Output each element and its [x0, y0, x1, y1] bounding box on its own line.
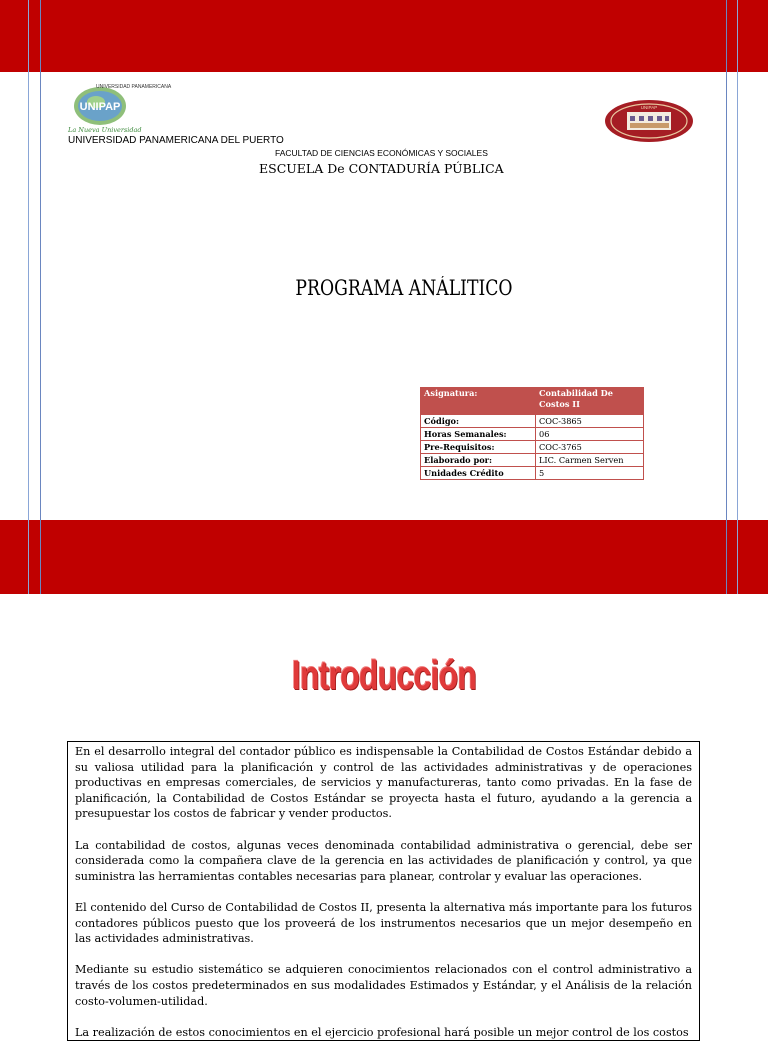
row-value: 5	[536, 467, 644, 480]
intro-paragraph: Mediante su estudio sistemático se adquieren conocimientos relacionados con el control administrativo a través de los costos predeterminados en sus modalidades Estimados y Estándar, y el Análisis de la relación costo-volumen-utilidad.	[75, 963, 692, 1008]
row-label: Código:	[421, 415, 536, 428]
row-label: Horas Semanales:	[421, 428, 536, 441]
table-row	[421, 441, 644, 454]
intro-paragraph: En el desarrollo integral del contador público es indispensable la Contabilidad de Costos Estándar debido a su valiosa utilidad para la planificación y control de las actividades administrativas y de operaciones productivas en empresas comerciales, de servicios y manufactureras, tanto como privadas. En la fase de planificación, la Contabilidad de Costos Estándar se proyecta hasta el futuro, ayudando a la gerencia a presupuestar los costos de fabricar y vender productos.	[75, 745, 692, 821]
school-name: ESCUELA De CONTADURÍA PÚBLICA	[259, 161, 504, 176]
intro-heading: Introducción	[291, 652, 477, 698]
intro-paragraph: La realización de estos conocimientos en el ejercicio profesional hará posible un mejor control de los costos	[75, 1025, 689, 1039]
intro-text-box	[67, 741, 700, 1041]
table-row	[421, 388, 644, 415]
row-label: Elaborado por:	[421, 454, 536, 467]
intro-paragraph: La contabilidad de costos, algunas veces denominada contabilidad administrativa o gerencial, debe ser considerada como la compañera clave de la gerencia en las actividades de planificación y control, ya que suministra las herramientas contables necesarias para planear, controlar y evaluar las operaciones.	[75, 838, 692, 883]
row-value: LIC. Carmen Serven	[536, 454, 644, 467]
row-label: Pre-Requisitos:	[421, 441, 536, 454]
table-row	[421, 428, 644, 441]
row-value: 06	[536, 428, 644, 441]
row-value: COC-3865	[536, 415, 644, 428]
logo-text-top: UNIVERSIDAD PANAMERICANA	[96, 84, 172, 90]
university-name: UNIVERSIDAD PANAMERICANA DEL PUERTO	[68, 135, 284, 146]
seal-text: UNIPAP	[640, 105, 658, 110]
row-label: Unidades Crédito	[421, 467, 536, 480]
row-value: Contabilidad De Costos II	[536, 388, 644, 415]
course-info-table	[420, 387, 644, 480]
program-title: PROGRAMA ANÁLITICO	[295, 276, 513, 300]
unipap-seal-icon	[603, 98, 695, 144]
unipap-logo-icon	[66, 80, 176, 142]
intro-paragraph: El contenido del Curso de Contabilidad de Costos II, presenta la alternativa más importante para los futuros contadores públicos puesto que los proveerá de los instrumentos necesarios que un mejor desempeño en las actividades administrativas.	[75, 900, 692, 946]
table-row	[421, 467, 644, 480]
table-row	[421, 454, 644, 467]
logo-text-bottom: La Nueva Universidad	[68, 126, 142, 134]
table-row	[421, 415, 644, 428]
row-value: COC-3765	[536, 441, 644, 454]
logo-text-mid: UNIPAP	[79, 101, 121, 113]
faculty-name: FACULTAD DE CIENCIAS ECONÓMICAS Y SOCIALES	[275, 148, 488, 158]
row-label: Asignatura:	[421, 388, 536, 415]
